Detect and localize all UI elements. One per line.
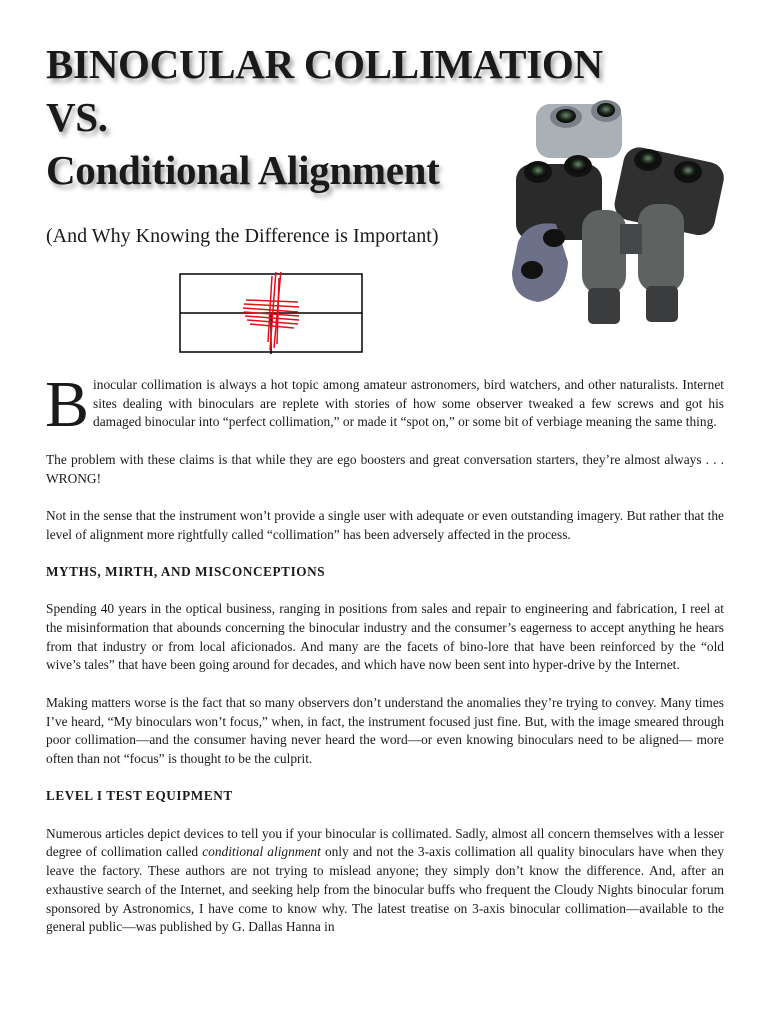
binocular-top-silver [536,100,622,158]
paragraph-intro-text: inocular collimation is always a hot topic among amateur astronomers, bird watchers, and other naturalists. Internet sites dealing with binoculars are replete with stories of how some observer tweaked a few screws and got his damaged binocular into “perfect collimation,” or made it “spot on,” or some bit of verbiage meaning the same thing. [93,377,724,430]
paragraph-intro [45,368,724,441]
paragraph-articles-part1: Numerous articles depict devices to tell you if your binocular is collimated. Sadly, almost all concern themselves with a lesser degree of collimation called [46,825,724,860]
paragraph-alignment: Not in the sense that the instrument won’t provide a single user with adequate or even outstanding imagery. But rather that the level of alignment more rightfully called “collimation” has been adversely affected in the process. [46,507,724,542]
conditional-alignment-term: conditional alignment [202,844,321,860]
misaligned-crosshair-diagram [178,272,364,356]
section-heading-test-equipment: LEVEL I TEST EQUIPMENT [46,788,233,804]
section-heading-myths: MYTHS, MIRTH, AND MISCONCEPTIONS [46,563,326,579]
title-line-3: Conditional Alignment [46,147,440,193]
paragraph-problem: The problem with these claims is that while they are ego boosters and great conversation starters, they’re almost always . . . WRONG! [46,451,724,486]
binocular-left-blue [512,223,568,302]
binocular-front-gray [582,204,684,324]
title-line-2: VS. [46,94,108,140]
drop-cap: B [45,368,90,441]
paragraph-articles [46,825,724,937]
paragraph-matters-worse: Making matters worse is the fact that so many observers don’t understand the anomalies they’re trying to convey. Many times I’ve heard, “My binoculars won’t focus,” when, in fact, the instrument focused just fine. But, with the image smeared through poor collimation—and the consumer having never heard the word—or even knowing binoculars need to be aligned— more often than not “focus” is thought to be the culprit. [46,694,724,766]
title-line-1: BINOCULAR COLLIMATION [46,41,603,87]
page-subtitle: (And Why Knowing the Difference is Important) [46,225,439,247]
paragraph-articles-part2: only and not the 3-axis collimation all quality binoculars have when they leave the factory. These authors are not trying to mislead anyone; they simply don’t know the difference. And, after an exhaustive search of the Internet, and seeking help from the binocular buffs who frequent the Cloudy Nights binocular forum sponsored by Astronomics, I have come to know why. The latest treatise on 3-axis binocular collimation—available to the general public—was published by G. Dallas Hanna in [46,844,725,935]
paragraph-experience: Spending 40 years in the optical business, ranging in positions from sales and repair to engineering and fabrication, I reel at the misinformation that abounds concerning the binocular industry and the consumer’s eagerness to accept anything he hears from that industry or from local aficionados. And many are the facets of bino-lore that have been reinforced by the “old wive’s tales” that have been going around for decades, and which have now been sent into hyper-drive by the Internet. [46,601,724,673]
binoculars-photo [508,92,728,332]
article-body [45,368,725,956]
